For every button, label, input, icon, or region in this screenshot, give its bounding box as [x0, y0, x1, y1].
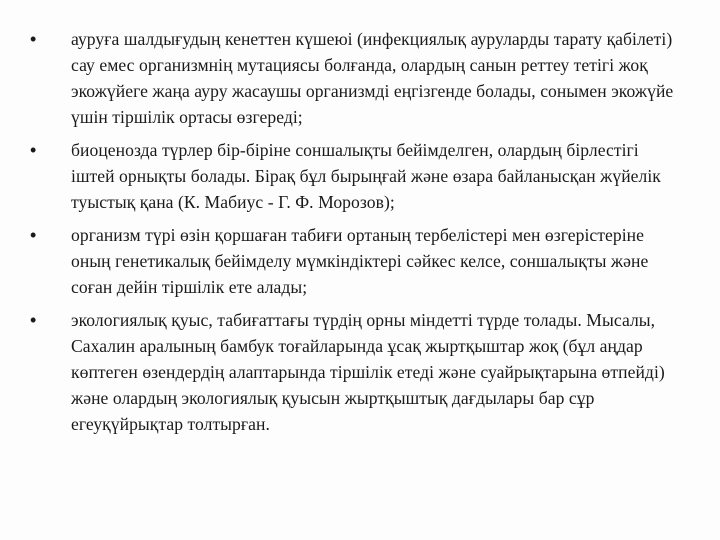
list-item: [30, 137, 684, 215]
bullet-text: ауруға шалдығудың кенеттен күшеюі (инфекциялық ауруларды тарату қабілеті) сау емес организмнің мутациясы болғанда, олардың санын реттеу тетігі жоқ экожүйеге жаңа ауру жасаушы организмді еңгізгенде болады, сонымен экожүйе үшін тіршілік ортасы өзгереді;: [71, 29, 674, 127]
list-item: [30, 307, 684, 437]
list-item: [30, 26, 684, 130]
bullet-text: экологиялық қуыс, табиғаттағы түрдің орны міндетті түрде толады. Мысалы, Сахалин аралының бамбук тоғайларында ұсақ жыртқыштар жоқ (бұл аңдар көптеген өзендердің алаптарында тіршілік етеді және суайрықтарына өтпейді) және олардың экологиялық қуысын жыртқыштық дағдылары бар сұр егеуқүйрықтар толтырған.: [71, 310, 665, 434]
list-item: [30, 222, 684, 300]
bullet-icon: •: [30, 140, 37, 160]
bullet-list: [30, 26, 684, 437]
bullet-text: организм түрі өзін қоршаған табиғи ортаның тербелістері мен өзгерістеріне оның генетикалық бейімделу мүмкіндіктері сәйкес келсе, соншалықты және соған дейін тіршілік ете алады;: [71, 225, 649, 297]
bullet-icon: •: [30, 225, 37, 245]
bullet-icon: •: [30, 310, 37, 330]
bullet-text: биоценозда түрлер бір-біріне соншалықты бейімделген, олардың бірлестігі іштей орнықты болады. Бірақ бұл бырыңғай және өзара байланысқан жүйелік туыстық қана (К. Мабиус - Г. Ф. Морозов);: [71, 140, 661, 212]
bullet-icon: •: [30, 29, 37, 49]
